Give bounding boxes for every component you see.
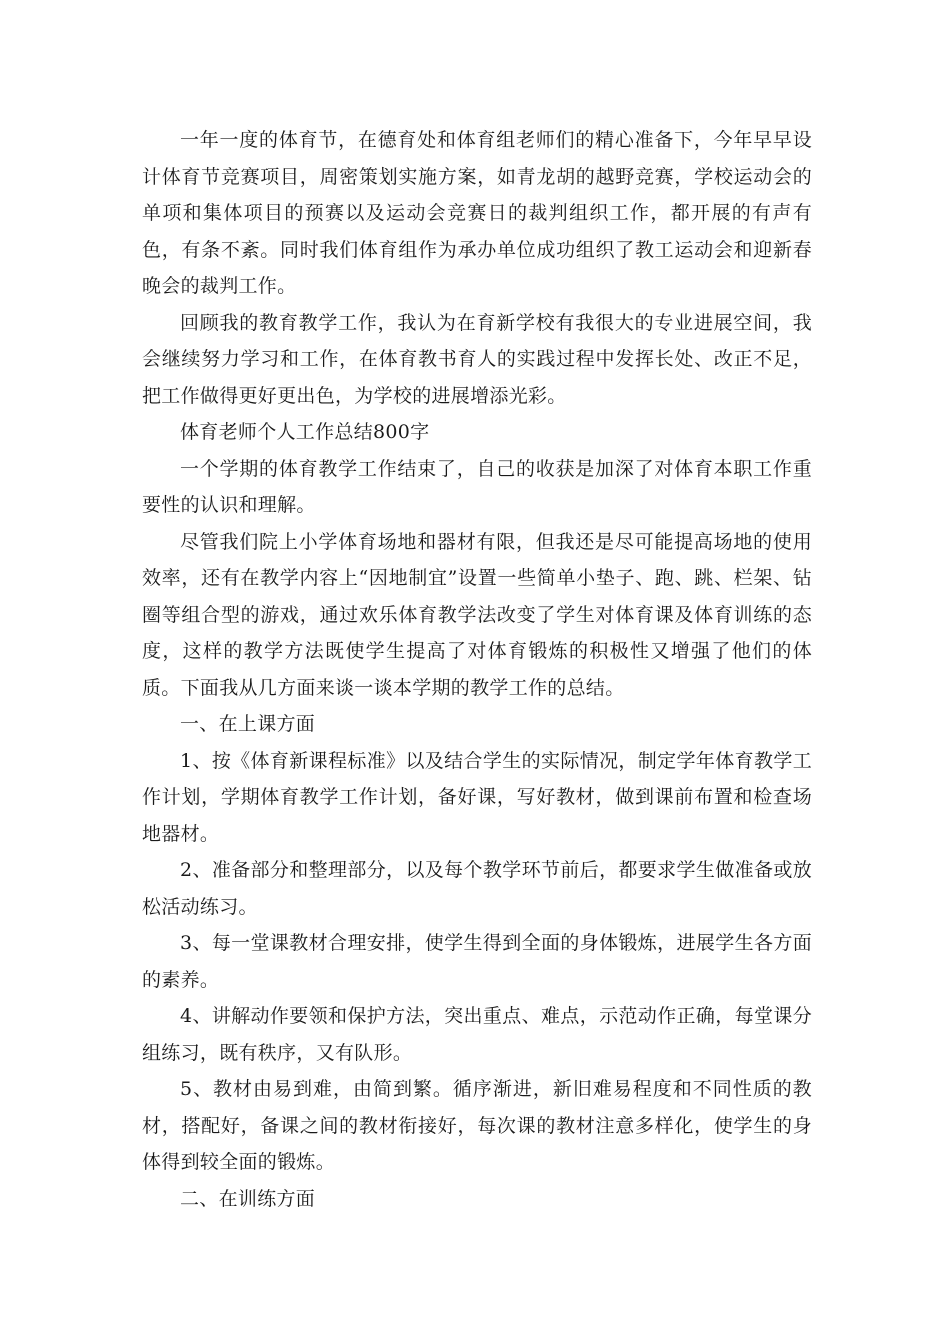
list-item-5: 5、教材由易到难，由简到繁。循序渐进，新旧难易程度和不同性质的教材，搭配好，备课之间的教材衔接好，每次课的教材注意多样化，使学生的身体得到较全面的锻炼。	[142, 1078, 812, 1173]
list-item-3: 3、每一堂课教材合理安排，使学生得到全面的身体锻炼，进展学生各方面的素养。	[142, 932, 812, 991]
section-title: 体育老师个人工作总结800字	[180, 421, 430, 443]
list-item-1: 1、按《体育新课程标准》以及结合学生的实际情况，制定学年体育教学工作计划，学期体育教学工作计划，备好课，写好教材，做到课前布置和检查场地器材。	[142, 749, 812, 845]
paragraph-sports-festival: 一年一度的体育节，在德育处和体育组老师们的精心准备下，今年早早设计体育节竞赛项目，周密策划实施方案，如青龙胡的越野竞赛，学校运动会的单项和集体项目的预赛以及运动会竞赛日的裁判组织工作，都开展的有声有色，有条不紊。同时我们体育组作为承办单位成功组织了教工运动会和迎新春晚会的裁判工作。	[142, 129, 812, 297]
heading-classes: 一、在上课方面	[180, 713, 316, 735]
list-item-2: 2、准备部分和整理部分，以及每个教学环节前后，都要求学生做准备或放松活动练习。	[142, 859, 812, 918]
heading-training: 二、在训练方面	[180, 1187, 316, 1210]
list-item-4: 4、讲解动作要领和保护方法，突出重点、难点，示范动作正确，每堂课分组练习，既有秩序，又有队形。	[142, 1005, 812, 1064]
paragraph-facilities: 尽管我们院上小学体育场地和器材有限，但我还是尽可能提高场地的使用效率，还有在教学内容上“因地制宜”设置一些简单小垫子、跑、跳、栏架、钻圈等组合型的游戏，通过欢乐体育教学法改变了学生对体育课及体育训练的态度，这样的教学方法既使学生提高了对体育锻炼的积极性又增强了他们的体质。下面我从几方面来谈一谈本学期的教学工作的总结。	[142, 530, 812, 699]
document-body	[142, 122, 812, 1217]
paragraph-review: 回顾我的教育教学工作，我认为在育新学校有我很大的专业进展空间，我会继续努力学习和工作，在体育教书育人的实践过程中发挥长处、改正不足，把工作做得更好更出色，为学校的进展增添光彩。	[142, 311, 812, 407]
paragraph-semester-end: 一个学期的体育教学工作结束了，自己的收获是加深了对体育本职工作重要性的认识和理解。	[142, 457, 812, 516]
